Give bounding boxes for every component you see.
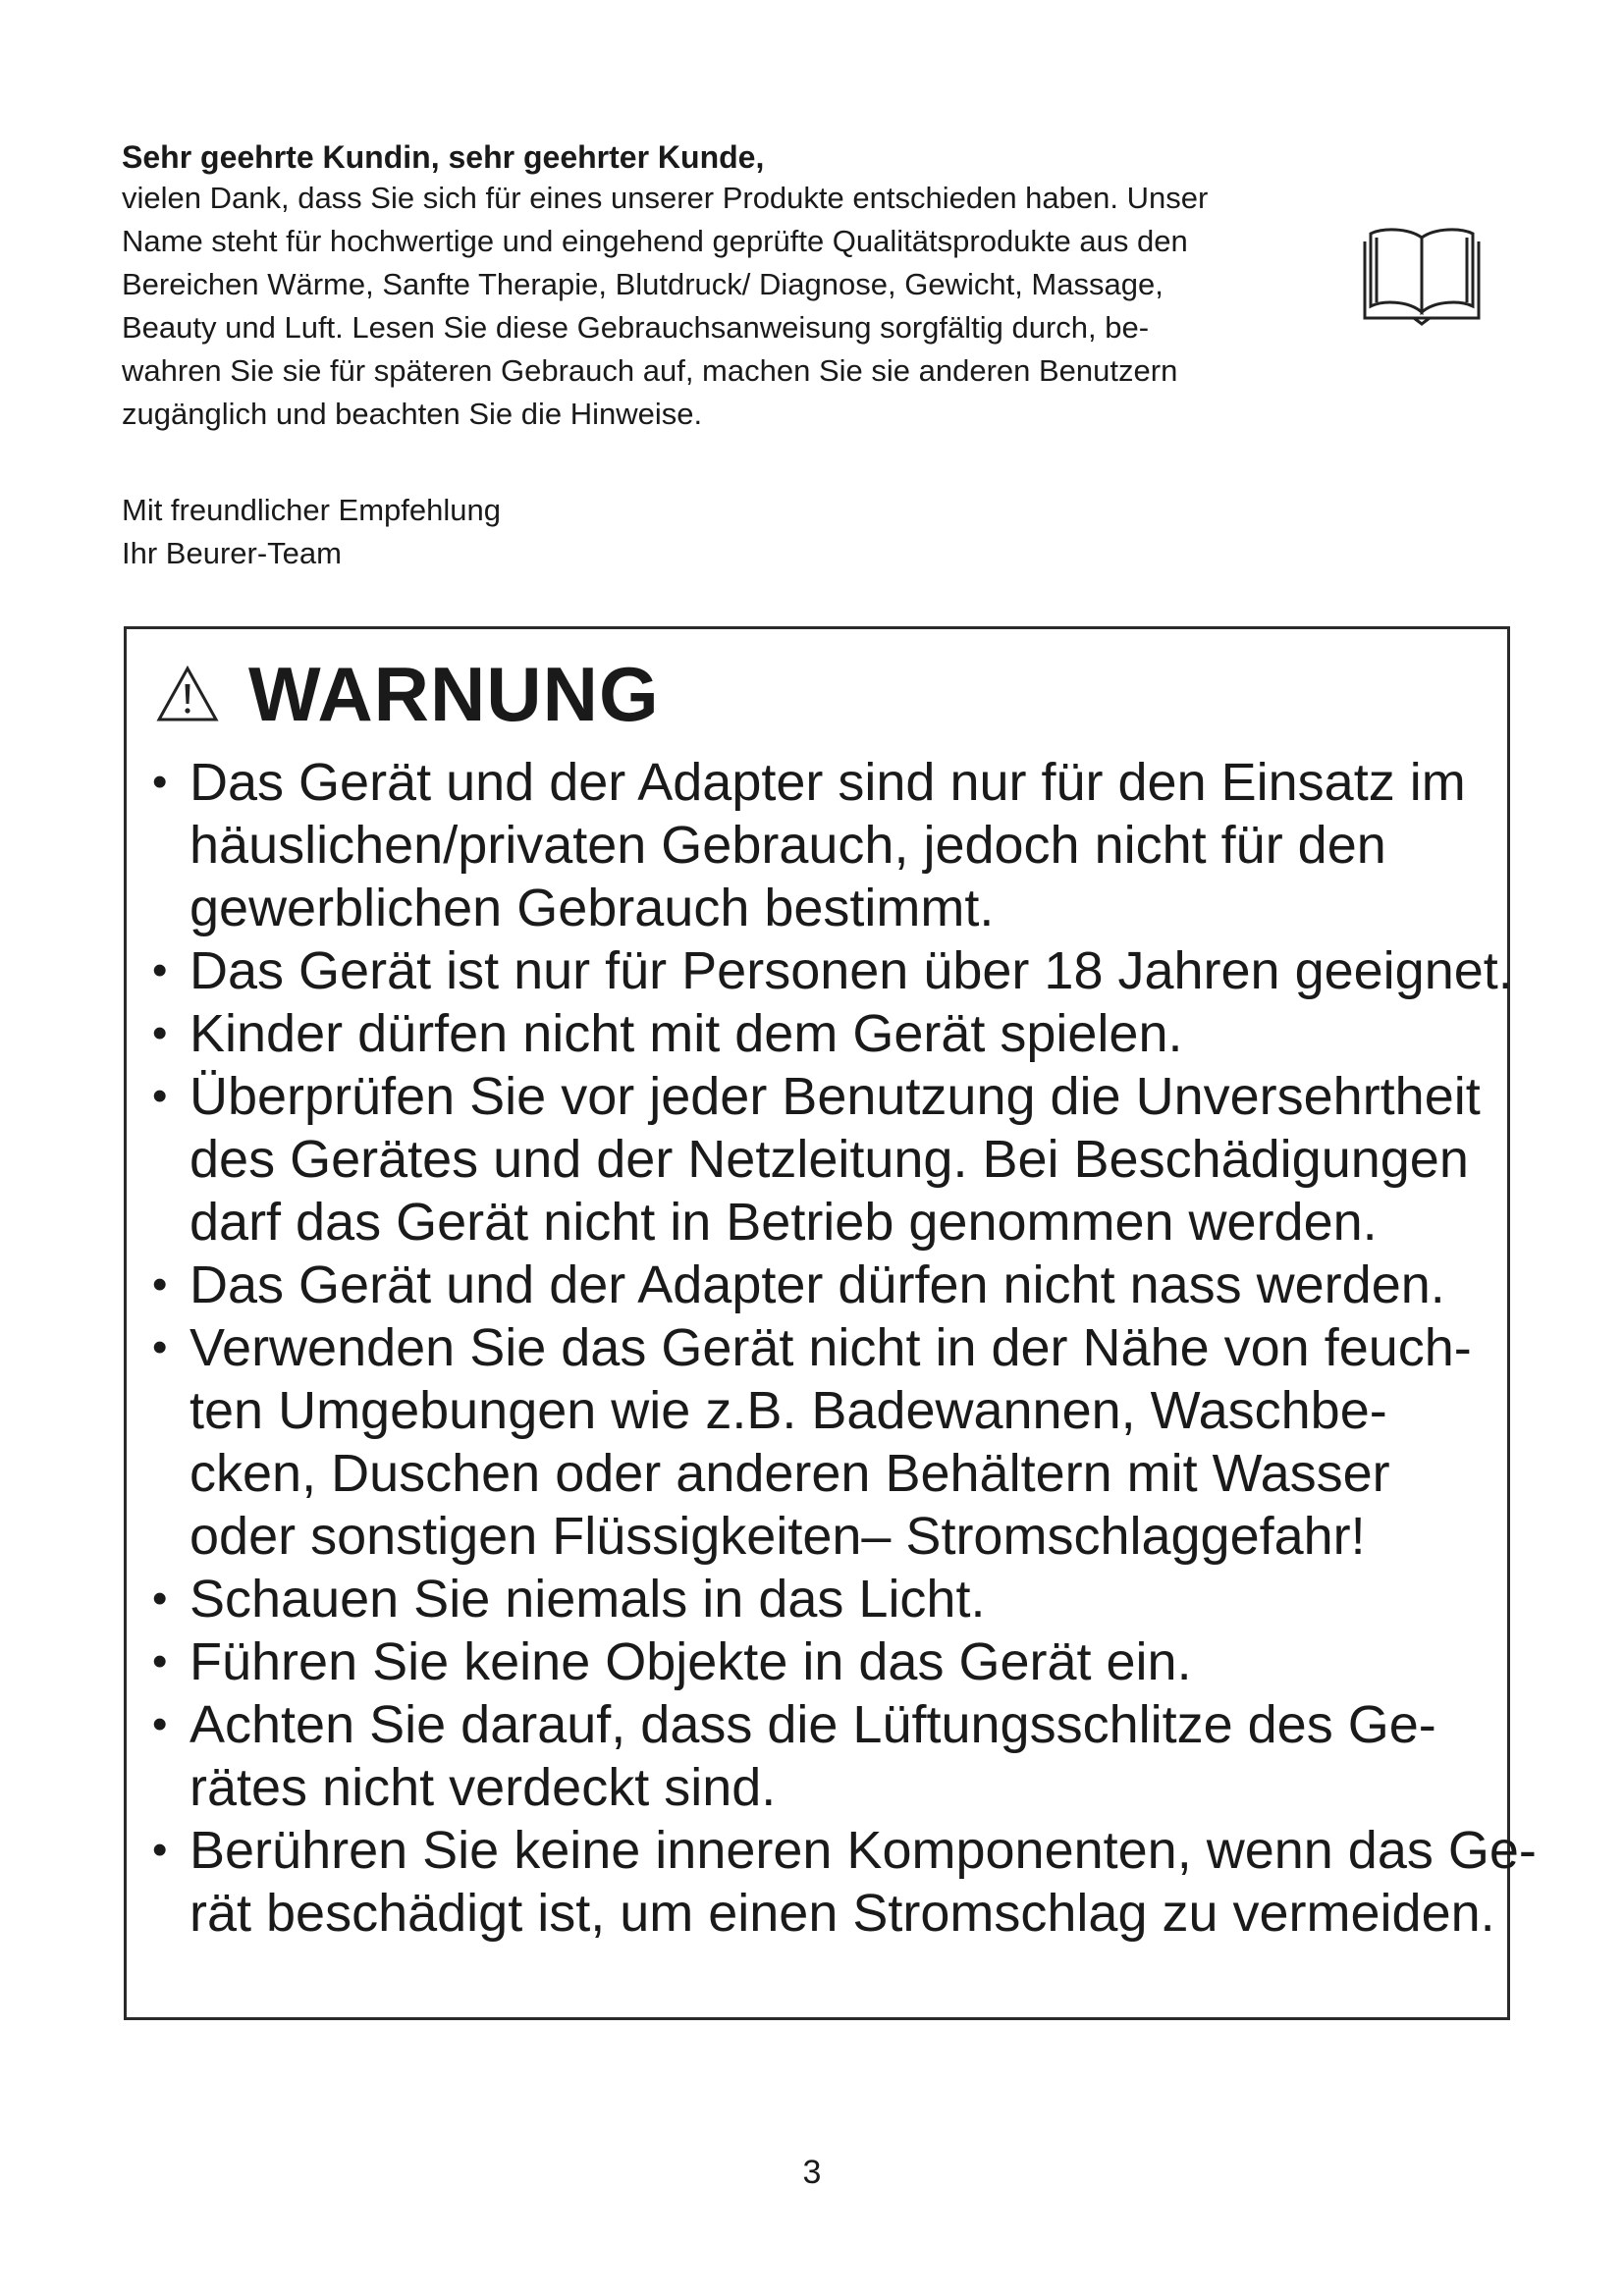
list-item-text: Das Gerät ist nur für Personen über 18 Jahren geeignet. [189,941,1513,1000]
list-item [152,939,1513,1002]
bullet: • [152,758,168,806]
list-item [152,1002,1507,1065]
list-item-text: Kinder dürfen nicht mit dem Gerät spielen. [189,1004,1183,1063]
list-item [152,1316,1507,1568]
list-item-text: Verwenden Sie das Gerät nicht in der Nähe von feuch- [189,1318,1472,1377]
list-item-text: häuslichen/privaten Gebrauch, jedoch nicht für den [189,816,1386,875]
bullet: • [152,1072,168,1120]
intro-line: Bereichen Wärme, Sanfte Therapie, Blutdruck/ Diagnose, Gewicht, Massage, [122,267,1164,301]
list-item [152,1254,1507,1316]
list-item-text: darf das Gerät nicht in Betrieb genommen werden. [189,1193,1378,1252]
list-item [152,1630,1507,1693]
warning-box [124,626,1537,2020]
list-item [152,1819,1537,1945]
list-item-text: Achten Sie darauf, dass die Lüftungsschlitze des Ge- [189,1695,1436,1754]
list-item-text: Das Gerät und der Adapter sind nur für den Einsatz im [189,753,1466,812]
list-item [152,1693,1507,1819]
bullet: • [152,1323,168,1371]
intro-line: Beauty und Luft. Lesen Sie diese Gebrauchsanweisung sorgfältig durch, be- [122,310,1150,345]
salutation: Sehr geehrte Kundin, sehr geehrter Kunde, [122,139,765,175]
warning-title: WARNUNG [248,651,660,737]
intro-line: Name steht für hochwertige und eingehend geprüfte Qualitätsprodukte aus den [122,224,1188,258]
closing-signature: Ihr Beurer-Team [122,536,342,570]
closing-greeting: Mit freundlicher Empfehlung [122,493,501,527]
bullet: • [152,1700,168,1748]
bullet: • [152,946,168,994]
list-item-text: cken, Duschen oder anderen Behältern mit Wasser [189,1444,1390,1503]
list-item-text: Schauen Sie niemals in das Licht. [189,1570,986,1629]
bullet: • [152,1637,168,1685]
list-item-text: Überprüfen Sie vor jeder Benutzung die Unversehrtheit [189,1067,1481,1126]
warning-list [152,751,1537,1945]
list-item-text: Führen Sie keine Objekte in das Gerät ein. [189,1632,1192,1691]
warning-triangle-icon [156,665,219,723]
intro-line: zugänglich und beachten Sie die Hinweise. [122,397,703,431]
intro-line: vielen Dank, dass Sie sich für eines unserer Produkte entschieden haben. Unser [122,181,1209,215]
intro-line: wahren Sie sie für späteren Gebrauch auf, machen Sie sie anderen Benutzern [122,353,1178,388]
bullet: • [152,1826,168,1874]
open-book-icon [1361,224,1483,326]
list-item-text: ten Umgebungen wie z.B. Badewannen, Waschbe- [189,1381,1387,1440]
bullet: • [152,1260,168,1308]
warning-header [152,643,1507,745]
list-item [152,1065,1507,1254]
list-item-text: des Gerätes und der Netzleitung. Bei Beschädigungen [189,1130,1469,1189]
list-item-text: Das Gerät und der Adapter dürfen nicht nass werden. [189,1255,1445,1314]
closing [122,489,501,575]
bullet: • [152,1575,168,1623]
list-item-text: rät beschädigt ist, um einen Stromschlag zu vermeiden. [189,1884,1495,1943]
list-item [152,1568,1507,1630]
intro-section [122,137,1329,436]
intro-paragraph [122,177,1329,436]
bullet: • [152,1009,168,1057]
list-item-text: gewerblichen Gebrauch bestimmt. [189,879,995,937]
page-number: 3 [802,2154,822,2191]
list-item-text: Berühren Sie keine inneren Komponenten, wenn das Ge- [189,1821,1537,1880]
list-item-text: oder sonstigen Flüssigkeiten– Stromschlaggefahr! [189,1507,1366,1566]
list-item [152,751,1507,939]
list-item-text: rätes nicht verdeckt sind. [189,1758,777,1817]
